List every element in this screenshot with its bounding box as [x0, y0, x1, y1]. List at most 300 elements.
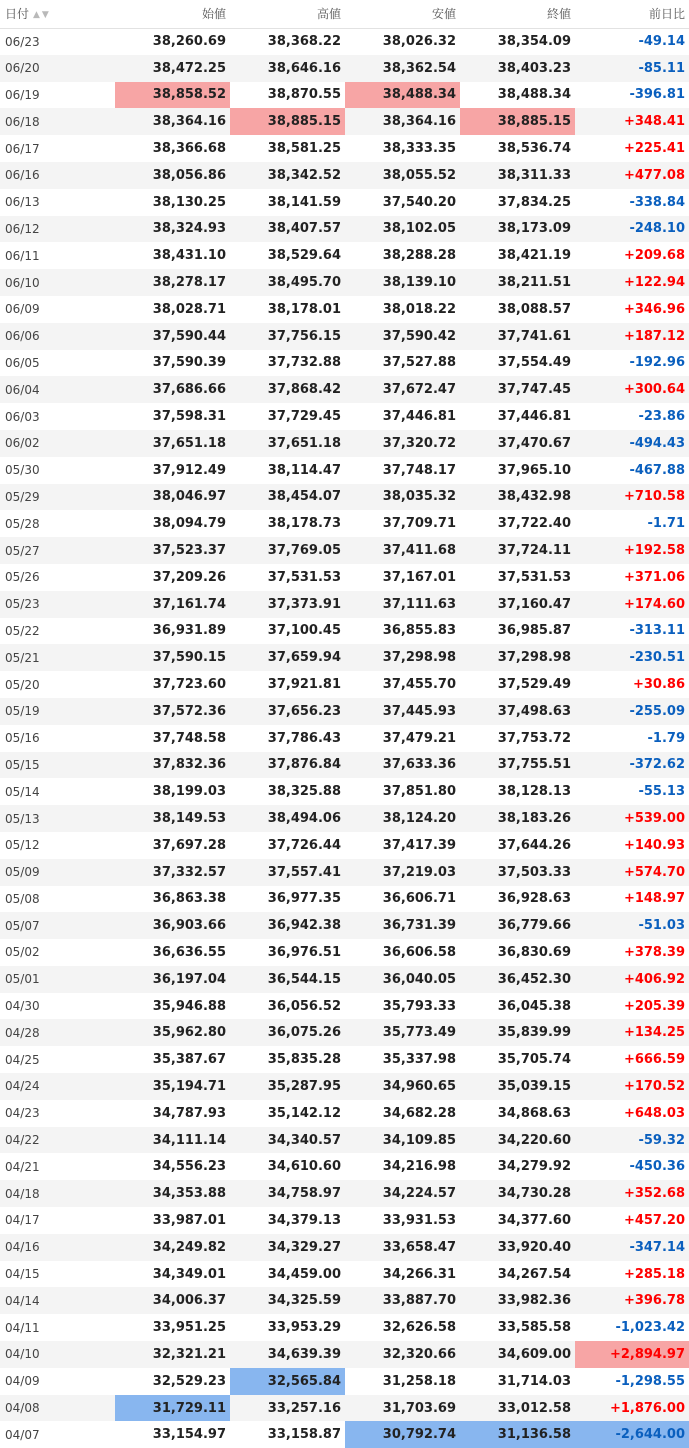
cell-change: +187.12 [623, 328, 685, 344]
cell-low: 33,887.70 [382, 1293, 456, 1309]
cell-close: 34,279.92 [497, 1159, 571, 1175]
cell-high: 35,287.95 [267, 1078, 341, 1094]
table-row [0, 162, 689, 189]
table-row [0, 55, 689, 82]
cell-close: 33,920.40 [497, 1239, 571, 1255]
cell-change: -338.84 [629, 194, 685, 210]
cell-close: 37,834.25 [497, 194, 571, 210]
cell-date: 06/02 [5, 436, 40, 451]
table-row [0, 269, 689, 296]
table-row [0, 242, 689, 269]
cell-low: 38,018.22 [382, 301, 456, 317]
cell-open: 35,946.88 [152, 998, 226, 1014]
cell-high: 38,494.06 [267, 811, 341, 826]
cell-close: 38,354.09 [497, 34, 571, 50]
cell-close: 37,644.26 [497, 837, 571, 853]
cell-close: 37,747.45 [497, 382, 571, 398]
table-row [0, 28, 689, 55]
cell-date: 06/23 [5, 34, 40, 49]
cell-open: 37,209.26 [152, 569, 226, 585]
cell-open: 37,332.57 [152, 864, 226, 880]
table-row [0, 939, 689, 966]
table-row [0, 1073, 689, 1100]
cell-low: 34,960.65 [382, 1078, 456, 1094]
cell-high: 38,325.88 [267, 784, 341, 800]
cell-close: 34,730.28 [497, 1186, 571, 1202]
cell-date: 04/18 [5, 1186, 40, 1201]
table-row [0, 1234, 689, 1261]
cell-open: 33,951.25 [152, 1320, 226, 1336]
cell-change: -1,298.55 [615, 1373, 685, 1389]
cell-date: 04/24 [5, 1079, 40, 1094]
cell-close: 37,160.47 [497, 596, 571, 612]
cell-change: -313.11 [629, 623, 685, 639]
cell-change: -467.88 [629, 462, 685, 478]
cell-low: 37,709.71 [382, 516, 456, 532]
cell-high: 34,340.57 [267, 1132, 341, 1148]
cell-date: 06/11 [5, 248, 40, 263]
table-row [0, 82, 689, 109]
cell-close: 38,432.98 [497, 489, 571, 505]
cell-low: 36,855.83 [382, 623, 456, 639]
cell-date: 04/17 [5, 1213, 40, 1228]
cell-close: 33,585.58 [497, 1320, 571, 1336]
cell-close: 38,173.09 [497, 221, 571, 237]
cell-open: 37,161.74 [152, 596, 226, 612]
table-row [0, 725, 689, 752]
cell-change: +170.52 [623, 1078, 685, 1094]
cell-change: +710.58 [623, 489, 685, 505]
cell-date: 05/23 [5, 597, 40, 612]
cell-open: 37,598.31 [152, 409, 226, 425]
table-row [0, 671, 689, 698]
cell-open: 38,056.86 [152, 167, 226, 183]
cell-high: 38,407.57 [267, 221, 341, 237]
cell-open: 38,278.17 [152, 275, 226, 291]
cell-change: -255.09 [629, 703, 685, 719]
cell-high: 34,610.60 [267, 1159, 341, 1175]
cell-high: 38,495.70 [267, 275, 341, 291]
cell-low: 31,703.69 [382, 1400, 456, 1416]
cell-close: 31,136.58 [460, 1421, 575, 1448]
cell-open: 38,364.16 [152, 114, 226, 130]
cell-close: 36,045.38 [497, 998, 571, 1014]
cell-low: 36,040.05 [382, 971, 456, 987]
cell-change: -192.96 [629, 355, 685, 371]
cell-date: 05/28 [5, 516, 40, 531]
cell-open: 33,987.01 [152, 1212, 226, 1228]
cell-open: 37,686.66 [152, 382, 226, 398]
table-row [0, 484, 689, 511]
cell-date: 05/29 [5, 489, 40, 504]
cell-close: 34,868.63 [497, 1105, 571, 1121]
cell-open: 34,787.93 [152, 1105, 226, 1121]
cell-low: 37,540.20 [382, 194, 456, 210]
table-row [0, 1127, 689, 1154]
cell-date: 05/27 [5, 543, 40, 558]
cell-change: +396.78 [623, 1293, 685, 1309]
cell-low: 38,364.16 [382, 114, 456, 130]
cell-date: 05/09 [5, 865, 40, 880]
cell-low: 37,111.63 [382, 596, 456, 612]
table-row [0, 591, 689, 618]
cell-low: 34,682.28 [382, 1105, 456, 1121]
cell-close: 37,446.81 [497, 409, 571, 425]
cell-change: -2,644.00 [575, 1421, 689, 1448]
cell-date: 06/09 [5, 302, 40, 317]
cell-change: +406.92 [623, 971, 685, 987]
table-row [0, 1207, 689, 1234]
cell-open: 38,431.10 [152, 248, 226, 264]
cell-high: 37,729.45 [267, 409, 341, 425]
cell-close: 37,965.10 [497, 462, 571, 478]
cell-low: 30,792.74 [345, 1421, 460, 1448]
cell-close: 37,529.49 [497, 677, 571, 693]
cell-change: -1.71 [647, 516, 685, 532]
cell-low: 37,672.47 [382, 382, 456, 398]
cell-low: 33,658.47 [382, 1239, 456, 1255]
cell-date: 06/04 [5, 382, 40, 397]
cell-low: 37,417.39 [382, 837, 456, 853]
cell-high: 37,651.18 [267, 435, 341, 451]
cell-open: 32,321.21 [152, 1346, 226, 1362]
cell-high: 37,876.84 [267, 757, 341, 773]
cell-high: 38,368.22 [267, 34, 341, 50]
cell-high: 36,942.38 [267, 918, 341, 934]
cell-high: 34,459.00 [267, 1266, 341, 1282]
cell-close: 34,609.00 [497, 1346, 571, 1362]
cell-date: 05/01 [5, 972, 40, 987]
cell-open: 32,529.23 [152, 1373, 226, 1389]
cell-change: +285.18 [623, 1266, 685, 1282]
cell-date: 04/16 [5, 1240, 40, 1255]
cell-close: 37,298.98 [497, 650, 571, 666]
cell-date: 04/30 [5, 999, 40, 1014]
cell-close: 37,498.63 [497, 703, 571, 719]
cell-close: 36,830.69 [497, 944, 571, 960]
cell-high: 38,581.25 [267, 141, 341, 157]
cell-high: 37,656.23 [267, 703, 341, 719]
cell-close: 37,741.61 [497, 328, 571, 344]
cell-date: 04/25 [5, 1052, 40, 1067]
table-row [0, 430, 689, 457]
cell-change: +209.68 [623, 248, 685, 264]
cell-open: 38,130.25 [152, 194, 226, 210]
header-row [0, 0, 689, 28]
cell-change: -51.03 [638, 918, 685, 934]
cell-low: 38,333.35 [382, 141, 456, 157]
cell-open: 38,028.71 [152, 301, 226, 317]
cell-high: 38,141.59 [267, 194, 341, 210]
column-header-date[interactable] [0, 0, 115, 28]
cell-close: 37,755.51 [497, 757, 571, 773]
sort-arrows-icon[interactable]: ▲▼ [33, 10, 51, 21]
cell-change: +1,876.00 [609, 1400, 685, 1416]
cell-date: 04/15 [5, 1267, 40, 1282]
column-header-date-label: 日付 [5, 7, 30, 22]
cell-low: 37,851.80 [382, 784, 456, 800]
table-row [0, 1153, 689, 1180]
cell-close: 37,531.53 [497, 569, 571, 585]
cell-close: 35,705.74 [497, 1052, 571, 1068]
table-row [0, 537, 689, 564]
cell-open: 37,748.58 [152, 730, 226, 746]
cell-open: 37,832.36 [152, 757, 226, 773]
cell-date: 05/02 [5, 945, 40, 960]
cell-high: 37,659.94 [267, 650, 341, 666]
cell-close: 31,714.03 [497, 1373, 571, 1389]
cell-open: 38,199.03 [152, 784, 226, 800]
cell-open: 36,636.55 [152, 944, 226, 960]
cell-open: 34,249.82 [152, 1239, 226, 1255]
table-row [0, 1261, 689, 1288]
cell-high: 37,373.91 [267, 596, 341, 612]
table-row [0, 644, 689, 671]
cell-high: 38,870.55 [267, 87, 341, 103]
cell-close: 38,403.23 [497, 60, 571, 76]
cell-high: 35,142.12 [267, 1105, 341, 1121]
cell-low: 37,320.72 [382, 435, 456, 451]
cell-date: 05/30 [5, 463, 40, 478]
cell-open: 37,590.44 [152, 328, 226, 344]
table-row [0, 108, 689, 135]
cell-open: 37,523.37 [152, 543, 226, 559]
cell-date: 05/22 [5, 623, 40, 638]
cell-close: 33,982.36 [497, 1293, 571, 1309]
cell-close: 37,722.40 [497, 516, 571, 532]
cell-close: 38,183.26 [497, 811, 571, 826]
cell-high: 38,178.01 [267, 301, 341, 317]
cell-low: 37,298.98 [382, 650, 456, 666]
table-row [0, 1046, 689, 1073]
cell-high: 34,379.13 [267, 1212, 341, 1228]
cell-low: 38,035.32 [382, 489, 456, 505]
cell-low: 38,055.52 [382, 167, 456, 183]
cell-low: 35,337.98 [382, 1052, 456, 1068]
cell-open: 37,697.28 [152, 837, 226, 853]
cell-change: -1,023.42 [615, 1320, 685, 1336]
cell-high: 37,100.45 [267, 623, 341, 639]
cell-open: 34,556.23 [152, 1159, 226, 1175]
table-row [0, 778, 689, 805]
cell-date: 06/19 [5, 87, 40, 102]
cell-change: -396.81 [629, 87, 685, 103]
cell-low: 32,626.58 [382, 1320, 456, 1336]
cell-change: -85.11 [638, 60, 685, 76]
cell-open: 38,260.69 [152, 34, 226, 50]
table-row [0, 376, 689, 403]
cell-date: 06/20 [5, 61, 40, 76]
cell-low: 37,590.42 [382, 328, 456, 344]
cell-date: 05/15 [5, 757, 40, 772]
cell-change: -49.14 [638, 34, 685, 50]
table-row [0, 1368, 689, 1395]
table-row [0, 1421, 689, 1448]
cell-date: 05/16 [5, 731, 40, 746]
cell-date: 05/13 [5, 811, 40, 826]
cell-high: 37,732.88 [267, 355, 341, 371]
cell-change: +225.41 [623, 141, 685, 157]
cell-close: 37,503.33 [497, 864, 571, 880]
cell-close: 37,753.72 [497, 730, 571, 746]
cell-high: 38,529.64 [267, 248, 341, 264]
cell-date: 04/07 [5, 1427, 40, 1442]
table-row [0, 993, 689, 1020]
cell-high: 33,257.16 [267, 1400, 341, 1416]
cell-low: 37,455.70 [382, 677, 456, 693]
cell-open: 37,912.49 [152, 462, 226, 478]
cell-date: 05/26 [5, 570, 40, 585]
table-row [0, 216, 689, 243]
cell-open: 34,111.14 [152, 1132, 226, 1148]
cell-low: 38,139.10 [382, 275, 456, 291]
table-row [0, 886, 689, 913]
cell-change: +134.25 [623, 1025, 685, 1041]
cell-open: 38,366.68 [152, 141, 226, 157]
cell-change: +192.58 [623, 543, 685, 559]
cell-close: 38,128.13 [497, 784, 571, 800]
cell-change: +666.59 [623, 1052, 685, 1068]
cell-close: 36,779.66 [497, 918, 571, 934]
cell-open: 35,194.71 [152, 1078, 226, 1094]
cell-low: 37,633.36 [382, 757, 456, 773]
cell-low: 37,411.68 [382, 543, 456, 559]
cell-date: 05/19 [5, 704, 40, 719]
cell-low: 38,102.05 [382, 221, 456, 237]
cell-low: 36,606.58 [382, 944, 456, 960]
cell-open: 36,863.38 [152, 891, 226, 907]
cell-open: 35,962.80 [152, 1025, 226, 1041]
cell-date: 04/23 [5, 1106, 40, 1121]
cell-date: 04/21 [5, 1159, 40, 1174]
cell-high: 34,329.27 [267, 1239, 341, 1255]
cell-date: 06/12 [5, 221, 40, 236]
cell-close: 33,012.58 [497, 1400, 571, 1416]
cell-change: +2,894.97 [575, 1341, 689, 1368]
cell-date: 04/10 [5, 1347, 40, 1362]
cell-close: 38,536.74 [497, 141, 571, 157]
cell-open: 35,387.67 [152, 1052, 226, 1068]
cell-change: +477.08 [623, 167, 685, 183]
cell-low: 36,606.71 [382, 891, 456, 907]
cell-open: 38,094.79 [152, 516, 226, 532]
cell-open: 38,046.97 [152, 489, 226, 505]
cell-high: 33,953.29 [267, 1320, 341, 1336]
cell-change: +457.20 [623, 1212, 685, 1228]
column-header-change: 前日比 [575, 0, 689, 28]
column-header-high: 高値 [230, 0, 345, 28]
cell-close: 38,311.33 [497, 167, 571, 183]
cell-low: 31,258.18 [382, 1373, 456, 1389]
cell-high: 35,835.28 [267, 1052, 341, 1068]
cell-close: 36,985.87 [497, 623, 571, 639]
cell-low: 37,479.21 [382, 730, 456, 746]
cell-open: 34,353.88 [152, 1186, 226, 1202]
table-row [0, 1019, 689, 1046]
cell-close: 35,039.15 [497, 1078, 571, 1094]
cell-change: +346.96 [623, 301, 685, 317]
cell-low: 37,445.93 [382, 703, 456, 719]
cell-low: 37,167.01 [382, 569, 456, 585]
table-row [0, 1314, 689, 1341]
cell-low: 38,288.28 [382, 248, 456, 264]
cell-open: 38,149.53 [152, 811, 226, 826]
cell-open: 36,903.66 [152, 918, 226, 934]
cell-close: 36,928.63 [497, 891, 571, 907]
cell-date: 06/05 [5, 355, 40, 370]
cell-open: 37,651.18 [152, 435, 226, 451]
cell-open: 34,006.37 [152, 1293, 226, 1309]
cell-close: 37,554.49 [497, 355, 571, 371]
cell-low: 35,773.49 [382, 1025, 456, 1041]
cell-low: 34,216.98 [382, 1159, 456, 1175]
cell-date: 05/20 [5, 677, 40, 692]
cell-open: 34,349.01 [152, 1266, 226, 1282]
cell-high: 37,786.43 [267, 730, 341, 746]
cell-date: 06/06 [5, 329, 40, 344]
table-row [0, 832, 689, 859]
cell-high: 36,976.51 [267, 944, 341, 960]
cell-close: 37,724.11 [497, 543, 571, 559]
cell-close: 38,421.19 [497, 248, 571, 264]
cell-high: 38,646.16 [267, 60, 341, 76]
table-row [0, 1395, 689, 1422]
cell-change: -23.86 [638, 409, 685, 425]
cell-high: 37,726.44 [267, 837, 341, 853]
cell-change: -248.10 [629, 221, 685, 237]
table-row [0, 564, 689, 591]
cell-change: +574.70 [623, 864, 685, 880]
cell-high: 36,544.15 [267, 971, 341, 987]
table-header [0, 0, 689, 28]
cell-date: 06/10 [5, 275, 40, 290]
cell-high: 36,075.26 [267, 1025, 341, 1041]
cell-date: 05/08 [5, 891, 40, 906]
cell-close: 38,211.51 [497, 275, 571, 291]
cell-open: 37,590.15 [152, 650, 226, 666]
table-row [0, 1341, 689, 1368]
cell-high: 37,756.15 [267, 328, 341, 344]
cell-low: 38,124.20 [382, 811, 456, 826]
cell-open: 38,472.25 [152, 60, 226, 76]
cell-low: 34,109.85 [382, 1132, 456, 1148]
cell-high: 34,639.39 [267, 1346, 341, 1362]
table-row [0, 403, 689, 430]
table-row [0, 1180, 689, 1207]
cell-close: 36,452.30 [497, 971, 571, 987]
cell-change: +371.06 [623, 569, 685, 585]
cell-change: +539.00 [623, 811, 685, 826]
cell-date: 04/08 [5, 1401, 40, 1416]
cell-open: 38,324.93 [152, 221, 226, 237]
column-header-open: 始値 [115, 0, 230, 28]
cell-change: +122.94 [623, 275, 685, 291]
cell-close: 34,220.60 [497, 1132, 571, 1148]
cell-low: 36,731.39 [382, 918, 456, 934]
cell-change: -230.51 [629, 650, 685, 666]
cell-date: 06/18 [5, 114, 40, 129]
cell-change: +30.86 [632, 677, 685, 693]
cell-change: -59.32 [638, 1132, 685, 1148]
cell-date: 04/09 [5, 1374, 40, 1389]
cell-date: 05/12 [5, 838, 40, 853]
cell-close: 38,488.34 [497, 87, 571, 103]
cell-open: 37,590.39 [152, 355, 226, 371]
table-body [0, 28, 689, 1448]
cell-low: 38,026.32 [382, 34, 456, 50]
cell-change: +300.64 [623, 382, 685, 398]
table-row [0, 752, 689, 779]
